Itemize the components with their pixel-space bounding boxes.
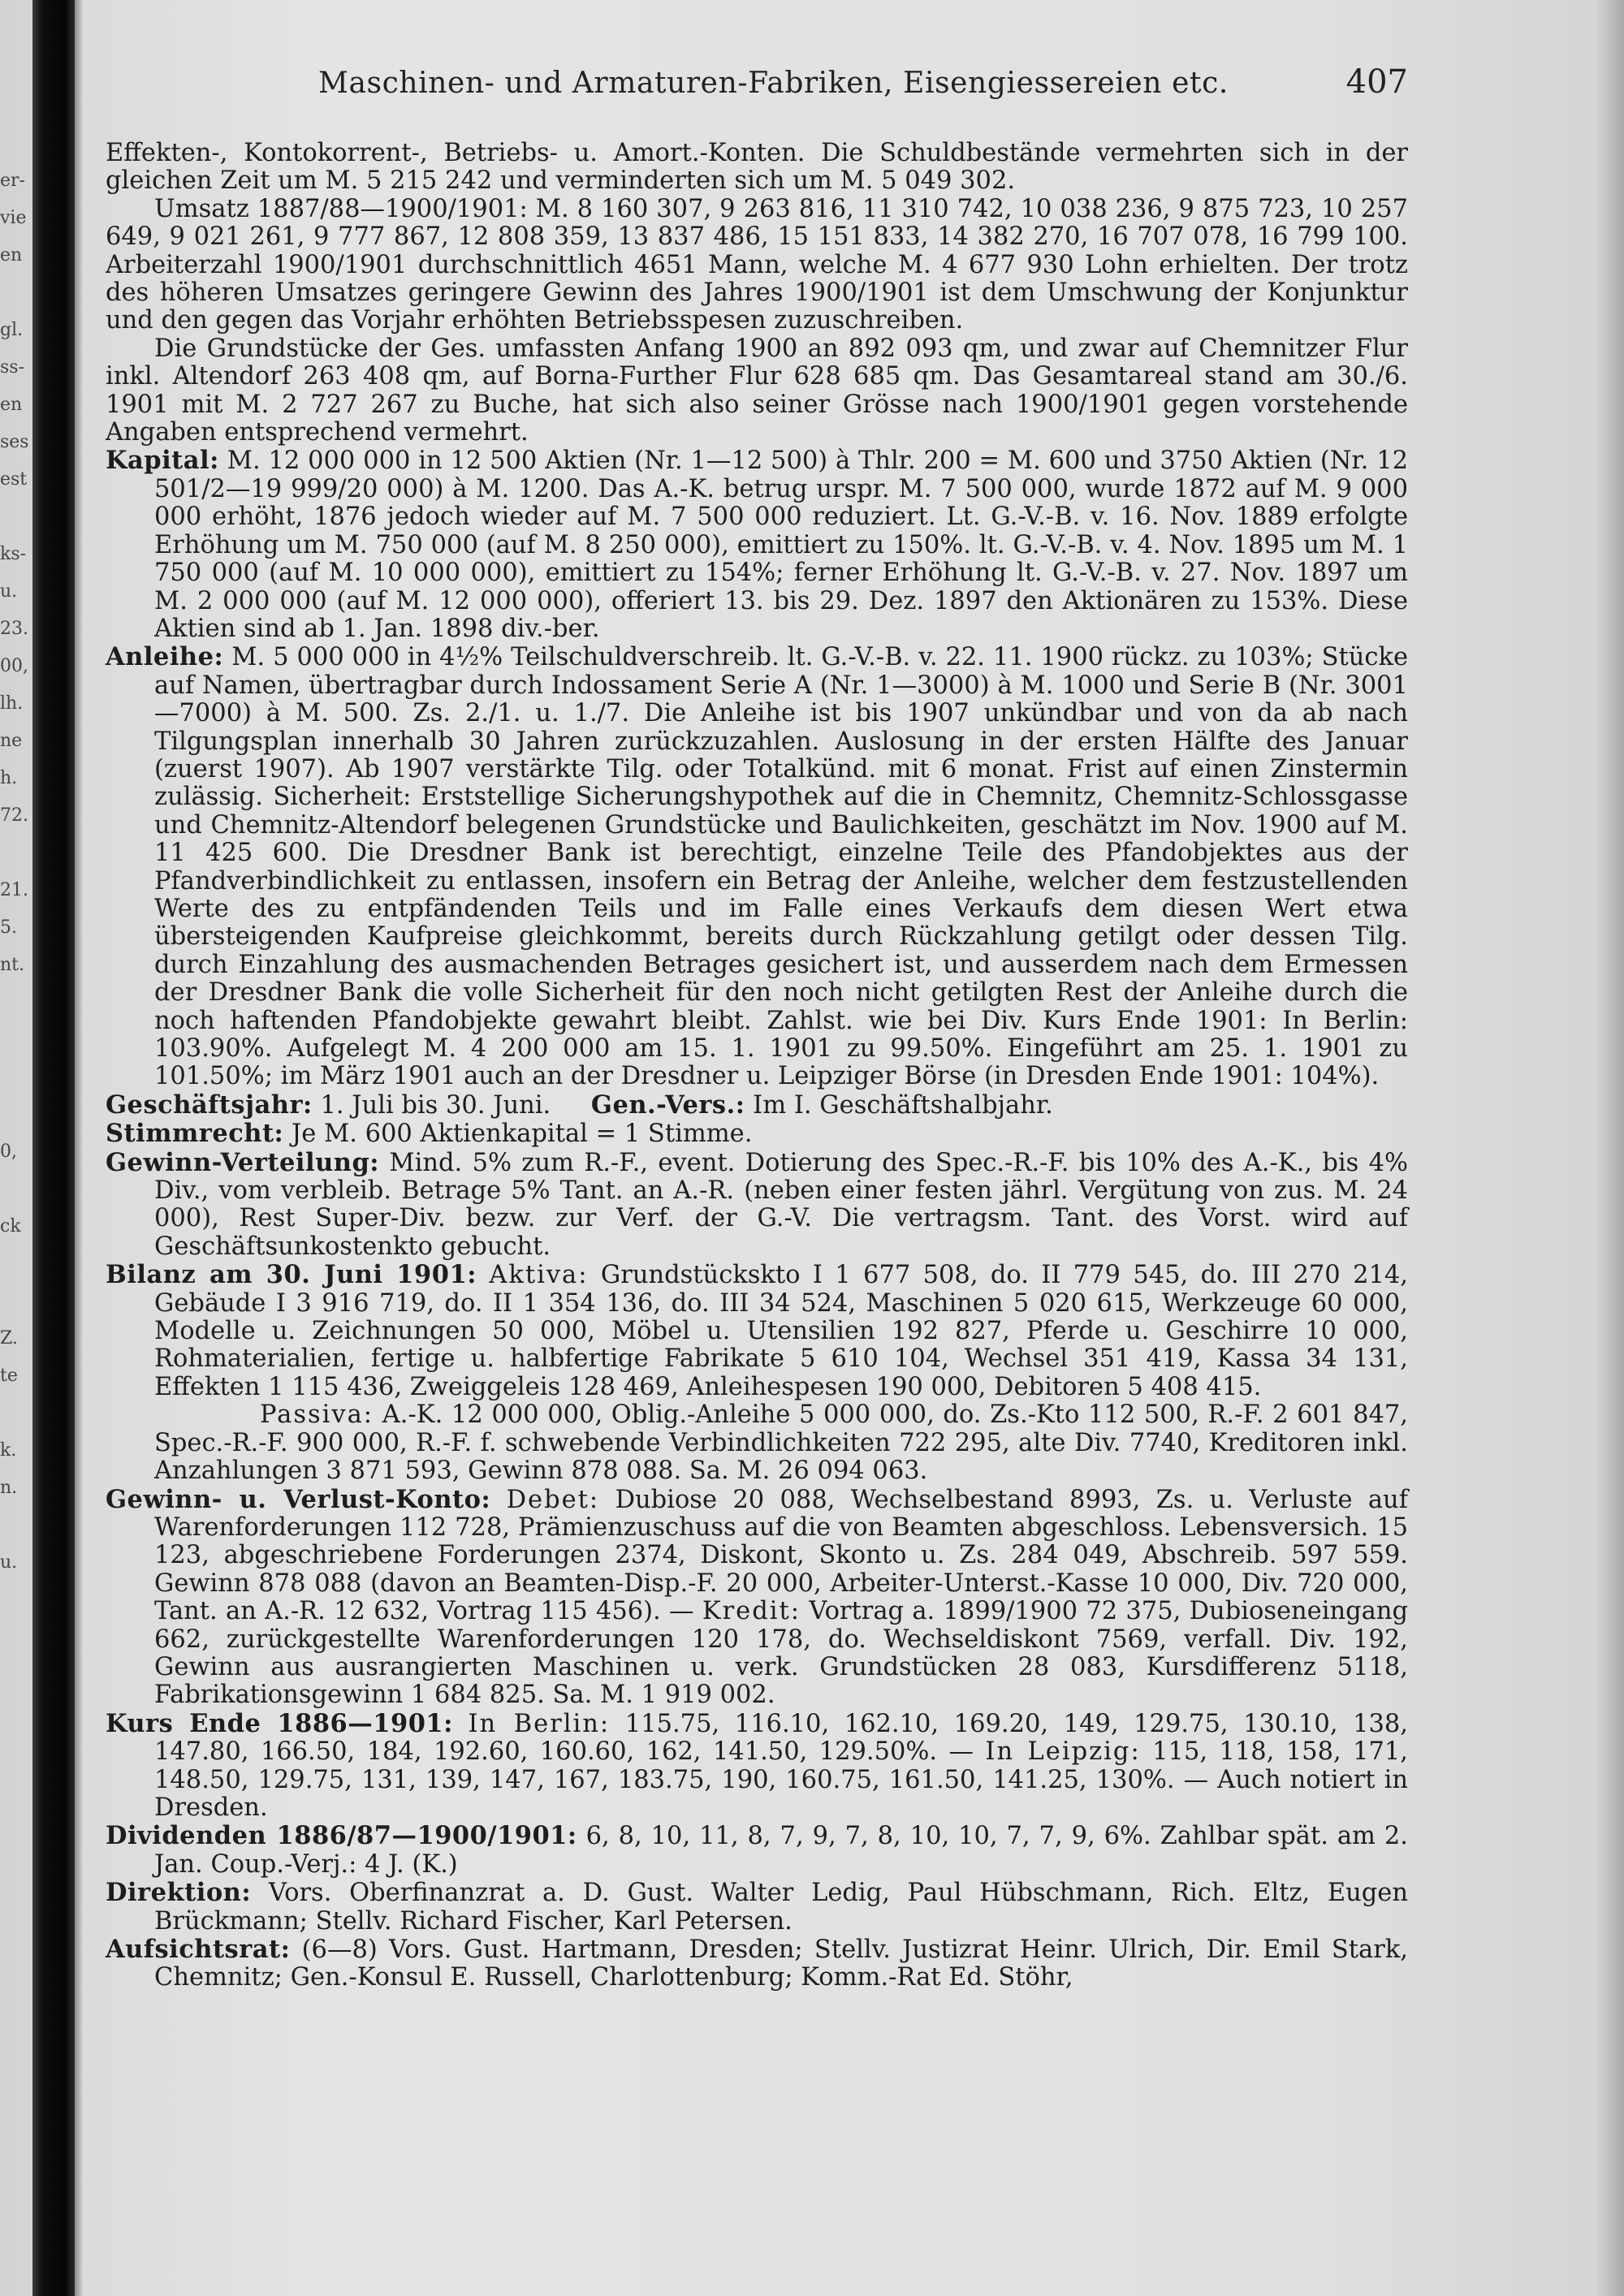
facing-page-fragment: ses — [0, 432, 29, 452]
paragraph-effekten: Effekten-, Kontokorrent-, Betriebs- u. Amort.-Konten. Die Schuldbestände vermehrten sich in der gleichen Zeit um M. 5 215 242 und verminderten sich um M. 5 049 302. — [106, 139, 1408, 196]
facing-page-fragment: ks- — [0, 544, 27, 564]
entry-bilanz-passiva — [106, 1401, 1408, 1485]
facing-page-fragment: 00, — [0, 656, 28, 676]
entry-head: Anleihe: — [106, 642, 224, 672]
entry-text: Mind. 5% zum R.-F., event. Dotierung des Spec.-R.-F. bis 10% des A.-K., bis 4% Div., vom verbleib. Betrage 5% Tant. an A.-R. (neben einer festen jährl. Vergütung von zus. M. 24 000), Rest Super-Div. bezw. zur Verf. der G.-V. Die vertragsm. Tant. des Vorst. wird auf Geschäftsunkostenkto gebucht. — [154, 1148, 1408, 1261]
facing-page-fragment: 21. — [0, 880, 28, 900]
facing-page-fragment: ne — [0, 731, 23, 751]
page-right-edge — [1593, 0, 1624, 2296]
entry-label: Debet: — [506, 1485, 600, 1514]
facing-page-fragment: ck — [0, 1216, 21, 1236]
entry-text-secondary: 115, 118, 158, 171, 148.50, 129.75, 131, 139, 147, 167, 183.75, 190, 160.75, 161.50, 141.25, 130%. — Auch notiert in Dresden. — [154, 1737, 1408, 1822]
facing-page-fragment: te — [0, 1366, 18, 1386]
facing-page-fragment: en — [0, 245, 23, 265]
entry-text: M. 12 000 000 in 12 500 Aktien (Nr. 1—12 500) à Thlr. 200 = M. 600 und 3750 Aktien (Nr. 12 501/2—19 999/20 000) à M. 1200. Das A.-K. betrug urspr. M. 7 500 000, wurde 1872 auf M. 9 000 000 erhöht, 1876 jedoch wieder auf M. 7 500 000 reduziert. Lt. G.-V.-B. v. 16. Nov. 1889 erfolgte Erhöhung um M. 750 000 (auf M. 8 250 000), emittiert zu 150%. lt. G.-V.-B. v. 4. Nov. 1895 um M. 1 750 000 (auf M. 10 000 000), emittiert zu 154%; ferner Erhöhung lt. G.-V.-B. v. 27. Nov. 1897 um M. 2 000 000 (auf M. 12 000 000), offeriert 13. bis 29. Dez. 1897 den Aktionären zu 153%. Diese Aktien sind ab 1. Jan. 1898 div.-ber. — [154, 447, 1408, 643]
facing-page-fragment — [0, 498, 32, 536]
entry-text: 1. Juli bis 30. Juni. — [320, 1090, 551, 1120]
facing-page-fragment: 72. — [0, 805, 28, 826]
facing-page-fragment — [0, 984, 32, 1021]
body-text — [106, 140, 1408, 1992]
facing-page-fragment — [0, 1059, 32, 1096]
entry-text-secondary: Vortrag a. 1899/1900 72 375, Dubioseneingang 662, zurückgestellte Warenforderungen 120 178, do. Wechseldiskont 7569, verfall. Div. 192, Gewinn aus ausrangierten Maschinen u. verk. Grundstücken 28 083, Kursdifferenz 5118, Fabrikationsgewinn 1 684 825. Sa. M. 1 919 002. — [154, 1597, 1409, 1710]
entry-head: Stimmrecht: — [106, 1119, 284, 1149]
running-title: Maschinen- und Armaturen-Fabriken, Eisengiessereien etc. — [318, 67, 1229, 100]
facing-page-fragment — [0, 1171, 32, 1208]
binding-edge — [75, 0, 83, 2296]
facing-page-fragment: u. — [0, 1552, 18, 1573]
entry-head: Gewinn- u. Verlust-Konto: — [106, 1484, 491, 1514]
entry-head: Geschäftsjahr: — [106, 1090, 313, 1120]
entry-label-secondary: In Leipzig: — [985, 1737, 1141, 1767]
facing-page-fragment: 5. — [0, 917, 17, 938]
facing-page-fragment: lh. — [0, 693, 24, 714]
facing-page-fragment: gl. — [0, 320, 24, 340]
entry-anleihe — [106, 643, 1408, 1091]
entry-kurs — [106, 1710, 1408, 1823]
facing-page-fragment: h. — [0, 768, 18, 788]
entry-dividenden — [106, 1822, 1408, 1879]
facing-page-fragment: u. — [0, 581, 18, 602]
entry-text-secondary: Im I. Geschäftshalbjahr. — [753, 1090, 1053, 1120]
page-number: 407 — [1345, 63, 1408, 101]
entry-label: Aktiva: — [489, 1261, 589, 1290]
facing-page-fragments — [0, 162, 32, 1582]
entry-text: Dubiose 20 088, Wechselbestand 8993, Zs. u. Verluste auf Warenforderungen 112 728, Prämienzuschuss auf die von Beamten abgeschloss. Lebensversich. 15 123, abgeschriebene Forderungen 2374, Diskont, Skonto u. Zs. 284 049, Abschreib. 597 559. Gewinn 878 088 (davon an Beamten-Disp.-F. 20 000, Arbeiter-Unterst.-Kasse 10 000, Div. 720 000, Tant. an A.-R. 12 632, Vortrag 115 456). — — [154, 1485, 1408, 1626]
facing-page-fragment — [0, 1096, 32, 1133]
facing-page-fragment: k. — [0, 1440, 17, 1461]
entry-head: Dividenden 1886/87—1900/1901: — [106, 1821, 577, 1851]
facing-page-fragment: 23. — [0, 619, 28, 639]
facing-page-fragment — [0, 1283, 32, 1320]
facing-page-fragment — [0, 1507, 32, 1544]
entry-text: A.-K. 12 000 000, Oblig.-Anleihe 5 000 000, do. Zs.-Kto 112 500, R.-F. 2 601 847, Spec.-R.-F. 900 000, R.-F. f. schwebende Verbindlichkeiten 722 295, alte Div. 7740, Kreditoren inkl. Anzahlungen 3 871 593, Gewinn 878 088. Sa. M. 26 094 063. — [154, 1400, 1408, 1486]
entry-kapital — [106, 447, 1408, 643]
entry-bilanz-aktiva — [106, 1261, 1408, 1401]
facing-page-fragment — [0, 835, 32, 872]
paragraph-umsatz: Umsatz 1887/88—1900/1901: M. 8 160 307, 9 263 816, 11 310 742, 10 038 236, 9 875 723, 10 257 649, 9 021 261, 9 777 867, 12 808 359, 13 837 486, 15 151 833, 14 382 270, 16 707 078, 16 799 100. Arbeiterzahl 1900/1901 durchschnittlich 4651 Mann, welche M. 4 677 930 Lohn erhielten. Der trotz des höheren Umsatzes geringere Gewinn des Jahres 1900/1901 ist dem Umschwung der Konjunktur und den gegen das Vorjahr erhöhten Betriebsspesen zuzuschreiben. — [106, 194, 1408, 335]
entry-text: Je M. 600 Aktienkapital = 1 Stimme. — [292, 1120, 753, 1149]
entry-text: 6, 8, 10, 11, 8, 7, 9, 7, 8, 10, 10, 7, 7, 9, 6%. Zahlbar spät. am 2. Jan. Coup.-Verj.: 4 J. (K.) — [154, 1822, 1408, 1879]
entry-head-secondary: Gen.-Vers.: — [590, 1090, 745, 1120]
entry-head: Direktion: — [106, 1878, 252, 1908]
facing-page-fragment: er- — [0, 170, 25, 191]
entry-text: (6—8) Vors. Gust. Hartmann, Dresden; Stellv. Justizrat Heinr. Ulrich, Dir. Emil Stark, Chemnitz; Gen.-Konsul E. Russell, Charlottenburg; Komm.-Rat Ed. Stöhr, — [154, 1936, 1408, 1992]
entry-head: Kurs Ende 1886—1901: — [106, 1708, 453, 1738]
facing-page-fragment: ss- — [0, 357, 25, 378]
entry-text: Grundstückskto I 1 677 508, do. II 779 545, do. III 270 214, Gebäude I 3 916 719, do. II 1 354 136, do. III 34 524, Maschinen 5 020 615, Werkzeuge 60 000, Modelle u. Zeichnungen 50 000, Möbel u. Utensilien 192 827, Pferde u. Geschirre 10 000, Rohmaterialien, fertige u. halbfertige Fabrikate 5 610 104, Wechsel 351 419, Kassa 34 131, Effekten 1 115 436, Zweiggeleis 128 469, Anleihespesen 190 000, Debitoren 5 408 415. — [154, 1261, 1408, 1401]
entry-label: Passiva: — [260, 1400, 374, 1430]
entry-text: 115.75, 116.10, 162.10, 169.20, 149, 129.75, 130.10, 138, 147.80, 166.50, 184, 192.60, 160.60, 162, 141.50, 129.50%. — — [154, 1709, 1408, 1767]
facing-page-fragment — [0, 1395, 32, 1432]
page-header — [106, 63, 1408, 115]
entry-aufsichtsrat — [106, 1936, 1408, 1992]
entry-head: Kapital: — [106, 446, 219, 476]
facing-page-fragment: est — [0, 469, 28, 490]
entry-gewinn-verlust — [106, 1486, 1408, 1710]
facing-page-fragment: Z. — [0, 1328, 18, 1349]
entry-head: Aufsichtsrat: — [106, 1935, 291, 1964]
paragraph-grundstuecke: Die Grundstücke der Ges. umfassten Anfang 1900 an 892 093 qm, und zwar auf Chemnitzer Flur inkl. Altendorf 263 408 qm, auf Borna-Further Flur 628 685 qm. Das Gesamtareal stand am 30./6. 1901 mit M. 2 727 267 zu Buche, hat sich also seiner Grösse nach 1900/1901 gegen vorstehende Angaben entsprechend vermehrt. — [106, 334, 1408, 447]
facing-page-fragment: nt. — [0, 955, 25, 975]
facing-page-fragment — [0, 274, 32, 312]
entry-gewinn-verteilung — [106, 1149, 1408, 1262]
facing-page-fragment: 0, — [0, 1142, 17, 1162]
facing-page-fragment — [0, 1021, 32, 1059]
book-binding-shadow — [32, 0, 75, 2296]
entry-direktion — [106, 1879, 1408, 1936]
entry-head: Bilanz am 30. Juni 1901: — [106, 1260, 477, 1290]
entry-geschaeftsjahr — [106, 1091, 1408, 1120]
entry-text: M. 5 000 000 in 4½% Teilschuldverschreib. lt. G.-V.-B. v. 22. 11. 1900 rückz. zu 103%; Stücke auf Namen, übertragbar durch Indossament Serie A (Nr. 1—3000) à M. 1000 und Serie B (Nr. 3001—7000) à M. 500. Zs. 2./1. u. 1./7. Die Anleihe ist bis 1907 unkündbar und von da ab nach Tilgungsplan innerhalb 30 Jahren zurückzuzahlen. Auslosung in der ersten Hälfte des Januar (zuerst 1907). Ab 1907 verstärkte Tilg. oder Totalkünd. mit 6 monat. Frist auf einen Zinstermin zulässig. Sicherheit: Erststellige Sicherungshypothek auf die in Chemnitz, Chemnitz-Schlossgasse und Chemnitz-Altendorf belegenen Grundstücke und Baulichkeiten, geschätzt im Nov. 1900 auf M. 11 425 600. Die Dresdner Bank ist berechtigt, einzelne Teile des Pfandobjektes aus der Pfandverbindlichkeit zu entlassen, insofern ein Betrag der Anleihe, welcher dem festzustellenden Werte des zu entpfändenden Teils und im Falle eines Verkaufs dem diesen Wert etwa übersteigenden Kaufpreise gleichkommt, bereits durch Rückzahlung getilgt oder dessen Tilg. durch Einzahlung des ausmachenden Betrages gesichert ist, und ausserdem nach dem Ermessen der Dresdner Bank die volle Sicherheit für den noch nicht getilgten Rest der Anleihe durch die noch haftenden Pfandobjekte gewahrt bleibt. Zahlst. wie bei Div. Kurs Ende 1901: In Berlin: 103.90%. Aufgelegt M. 4 200 000 am 15. 1. 1901 zu 99.50%. Eingeführt am 25. 1. 1901 zu 101.50%; im März 1901 auch an der Dresdner u. Leipziger Börse (in Dresden Ende 1901: 104%). — [154, 643, 1408, 1091]
facing-page-fragment — [0, 1245, 32, 1283]
entry-label-secondary: Kredit: — [702, 1597, 801, 1626]
entry-text: Vors. Oberfinanzrat a. D. Gust. Walter Ledig, Paul Hübschmann, Rich. Eltz, Eugen Brückmann; Stellv. Richard Fischer, Karl Petersen. — [154, 1879, 1408, 1936]
facing-page-fragment: en — [0, 395, 23, 415]
entry-label: In Berlin: — [468, 1709, 611, 1738]
entry-head: Gewinn-Verteilung: — [106, 1147, 380, 1177]
facing-page-fragment: n. — [0, 1478, 18, 1498]
facing-page-fragment: vie — [0, 208, 27, 228]
entry-stimmrecht — [106, 1120, 1408, 1148]
